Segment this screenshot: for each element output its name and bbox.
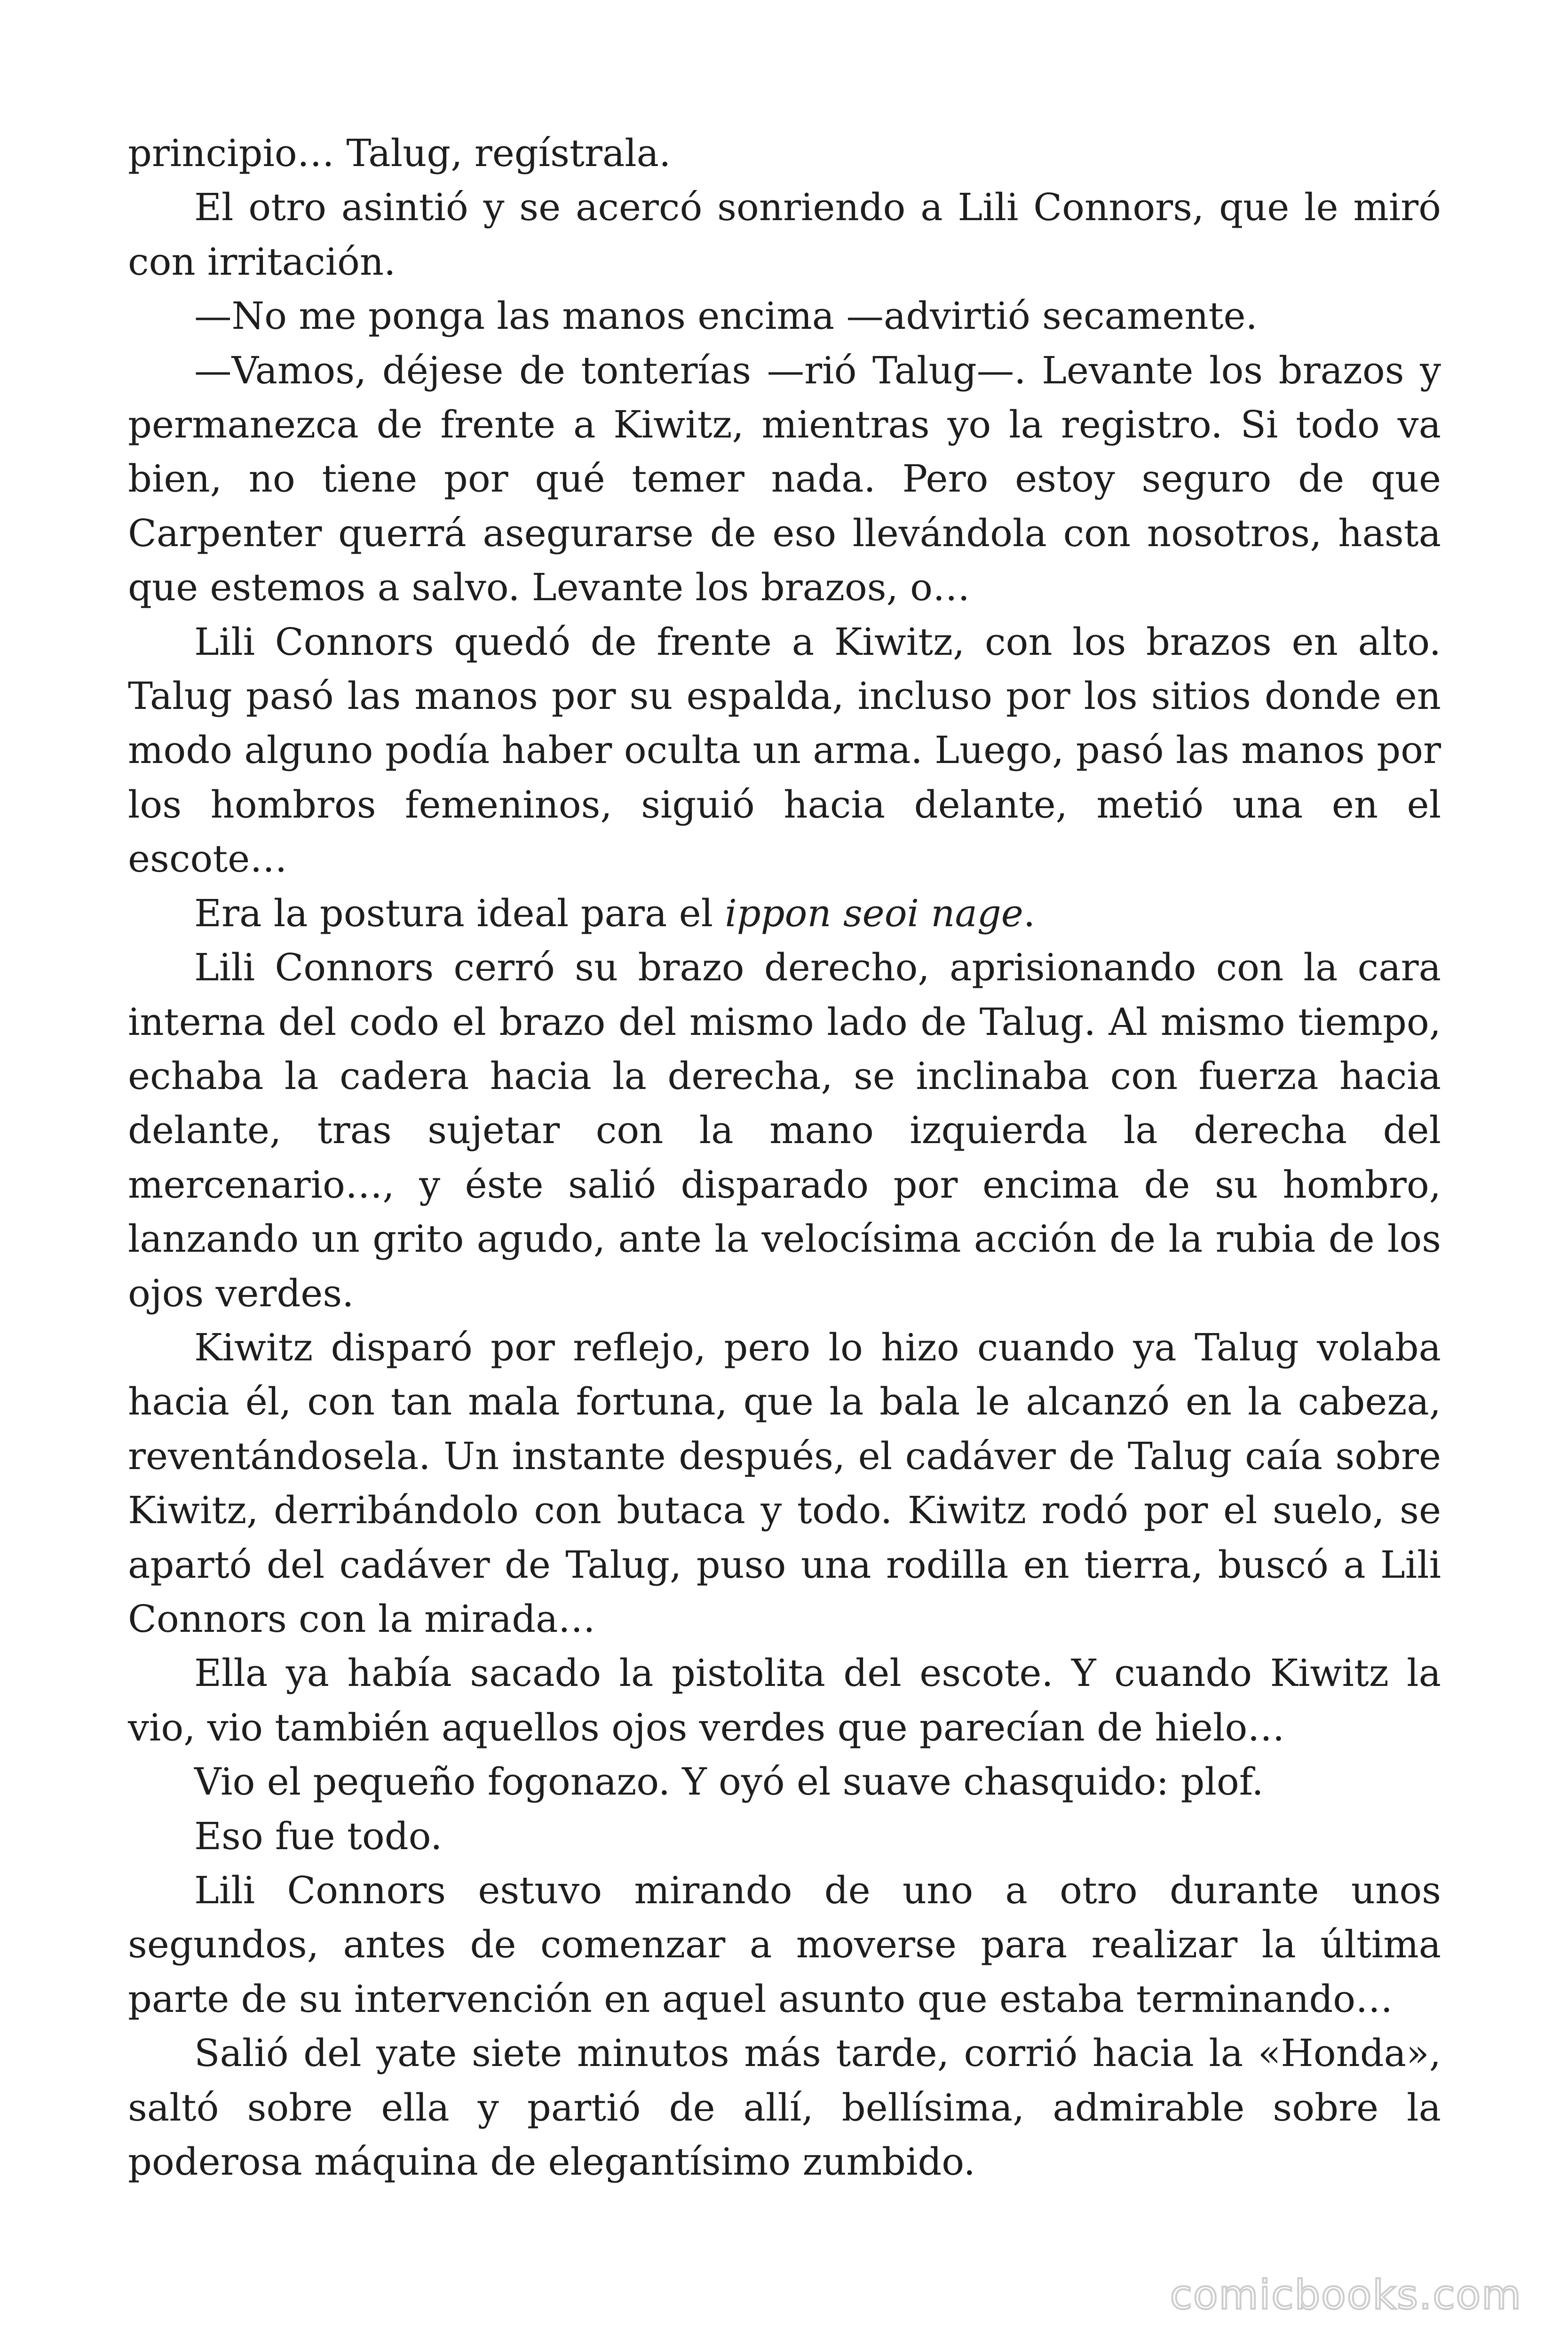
text-run: Lili Connors quedó de frente a Kiwitz, con los brazos en alto. Talug pasó las manos por su espalda, incluso por los sitios donde en modo alguno podía haber oculta un arma. Luego, pasó las manos por los hombros femeninos, siguió hacia delante, metió una en el escote… xyxy=(128,620,1441,881)
text-run: —No me ponga las manos encima —advirtió secamente. xyxy=(194,294,1258,338)
text-run: Ella ya había sacado la pistolita del escote. Y cuando Kiwitz la vio, vio también aquellos ojos verdes que parecían de hielo… xyxy=(128,1651,1441,1749)
text-run: Lili Connors cerró su brazo derecho, aprisionando con la cara interna del codo el brazo del mismo lado de Talug. Al mismo tiempo, echaba la cadera hacia la derecha, se inclinaba con fuerza hacia delante, tras sujetar con la mano izquierda la derecha del mercenario…, y éste salió disparado por encima de su hombro, lanzando un grito agudo, ante la velocísima acción de la rubia de los ojos verdes. xyxy=(128,946,1441,1315)
text-run: —Vamos, déjese de tonterías —rió Talug—. Levante los brazos y permanezca de frente a Kiwitz, mientras yo la registro. Si todo va bien, no tiene por qué temer nada. Pero estoy seguro de que Carpenter querrá asegurarse de eso llevándola con nosotros, hasta que estemos a salvo. Levante los brazos, o… xyxy=(128,348,1441,610)
text-run: Lili Connors estuvo mirando de uno a otro durante unos segundos, antes de comenzar a moverse para realizar la última parte de su intervención en aquel asunto que estaba terminando… xyxy=(128,1868,1441,2021)
text-run: El otro asintió y se acercó sonriendo a Lili Connors, que le miró con irritación. xyxy=(128,185,1441,284)
paragraph xyxy=(128,180,1441,289)
paragraph xyxy=(128,940,1441,1320)
paragraph xyxy=(128,1646,1441,1755)
paragraph xyxy=(128,126,1441,180)
paragraph xyxy=(128,343,1441,615)
watermark: comicbooks.com xyxy=(1170,2272,1522,2319)
paragraph xyxy=(128,2026,1441,2189)
text-run: Salió del yate siete minutos más tarde, corrió hacia la «Honda», saltó sobre ella y partió de allí, bellísima, admirable sobre la poderosa máquina de elegantísimo zumbido. xyxy=(128,2031,1441,2184)
text-run: . xyxy=(1023,891,1036,935)
paragraph xyxy=(128,289,1441,343)
paragraph xyxy=(128,1809,1441,1863)
text-run: principio… Talug, regístrala. xyxy=(128,131,671,175)
paragraph xyxy=(128,615,1441,886)
paragraph xyxy=(128,1755,1441,1809)
italic-phrase: ippon seoi nage xyxy=(725,891,1023,935)
body-text xyxy=(128,126,1441,2189)
paragraph xyxy=(128,1320,1441,1646)
paragraph xyxy=(128,1863,1441,2026)
text-run: Era la postura ideal para el xyxy=(194,891,725,935)
paragraph xyxy=(128,886,1441,940)
text-run: Vio el pequeño fogonazo. Y oyó el suave chasquido: plof. xyxy=(194,1760,1264,1804)
text-run: Eso fue todo. xyxy=(194,1814,443,1858)
text-run: Kiwitz disparó por reflejo, pero lo hizo cuando ya Talug volaba hacia él, con tan mala fortuna, que la bala le alcanzó en la cabeza, reventándosela. Un instante después, el cadáver de Talug caía sobre Kiwitz, derribándolo con butaca y todo. Kiwitz rodó por el suelo, se apartó del cadáver de Talug, puso una rodilla en tierra, buscó a Lili Connors con la mirada… xyxy=(128,1325,1441,1641)
